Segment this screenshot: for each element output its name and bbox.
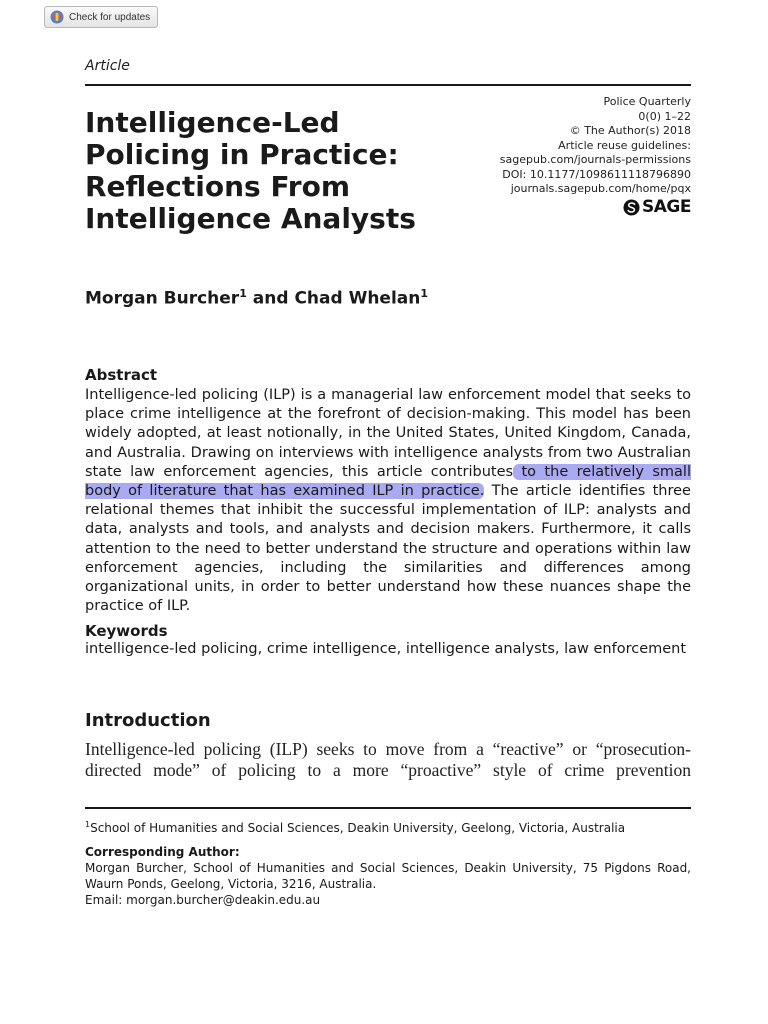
keywords-list: intelligence-led policing, crime intelligence, intelligence analysts, law enforcement — [85, 641, 687, 657]
footnote-rule — [85, 807, 691, 809]
author-name: Morgan Burcher — [85, 288, 240, 309]
author-name: Chad Whelan — [294, 288, 421, 309]
author-affiliation-marker: 1 — [420, 287, 429, 300]
highlighted-text[interactable]: to the relatively small body of literature that has examined ILP in practice. — [85, 463, 691, 500]
copyright: © The Author(s) 2018 — [569, 124, 691, 137]
keywords-heading: Keywords — [85, 622, 168, 640]
introduction-text: Intelligence-led policing (ILP) seeks to move from a “reactive” or “prosecution-directed mode” of policing to a more “proactive” style of crime prevention — [85, 739, 691, 780]
abstract-text-part: The article identifies three relational themes that inhibit the successful implementation of ILP: analysts and data, analysts and tools, and analysts and decision makers. Furthermore, it calls attention to the need to better understand the structure and operations within law enforcement agencies, including the similarities and differences among organizational units, in order to better understand how these nuances shape the practice of ILP. — [85, 483, 691, 615]
affiliation-footnote — [85, 817, 691, 836]
header-rule — [85, 84, 691, 86]
sage-logo — [623, 197, 691, 217]
title-line: Intelligence-Led — [85, 106, 340, 139]
paper-title — [85, 107, 415, 235]
journal-name: Police Quarterly — [603, 95, 691, 108]
abstract-heading: Abstract — [85, 366, 158, 384]
reuse-label: Article reuse guidelines: — [558, 138, 691, 152]
introduction-heading: Introduction — [85, 710, 211, 731]
affiliation-marker: 1 — [85, 820, 91, 829]
footnotes — [85, 817, 691, 908]
corresponding-author-address: Morgan Burcher, School of Humanities and Social Sciences, Deakin University, 75 Pigdons Road, Waurn Ponds, Geelong, Victoria, 3216, Australia. — [85, 861, 691, 891]
sage-mark-icon — [623, 199, 640, 216]
abstract-text — [85, 386, 691, 616]
author-list — [85, 287, 428, 309]
title-line: Intelligence Analysts — [85, 202, 416, 235]
affiliation-text: School of Humanities and Social Sciences, Deakin University, Geelong, Victoria, Australia — [90, 821, 626, 835]
title-line: Policing in Practice: — [85, 138, 399, 171]
corresponding-author-email[interactable]: Email: morgan.burcher@deakin.edu.au — [85, 893, 321, 907]
doi[interactable]: DOI: 10.1177/1098611118796890 — [502, 167, 691, 181]
sage-logo-text: SAGE — [642, 197, 691, 217]
reuse-link[interactable]: sagepub.com/journals-permissions — [499, 153, 691, 166]
issue-pages: 0(0) 1–22 — [638, 109, 691, 123]
article-type-label: Article — [85, 58, 130, 74]
crossmark-icon — [50, 10, 64, 24]
author-joiner: and — [246, 288, 295, 309]
abstract-text-part: Intelligence-led policing (ILP) is a managerial law enforcement model that seeks to place crime intelligence at the forefront of decision-making. This model has been widely adopted, at least notionally, in the United States, United Kingdom, Canada, and Australia. Drawing on interviews with intelligence analysts from two Australian state law enforcement agencies, this article contributes — [85, 387, 691, 480]
author-affiliation-marker: 1 — [239, 287, 247, 300]
check-for-updates-label: Check for updates — [69, 11, 151, 23]
title-line: Reflections From — [85, 170, 351, 203]
corresponding-author-label: Corresponding Author: — [85, 845, 240, 859]
check-for-updates-button[interactable] — [44, 6, 158, 28]
journal-url[interactable]: journals.sagepub.com/home/pqx — [510, 182, 691, 195]
journal-metadata — [500, 95, 691, 197]
